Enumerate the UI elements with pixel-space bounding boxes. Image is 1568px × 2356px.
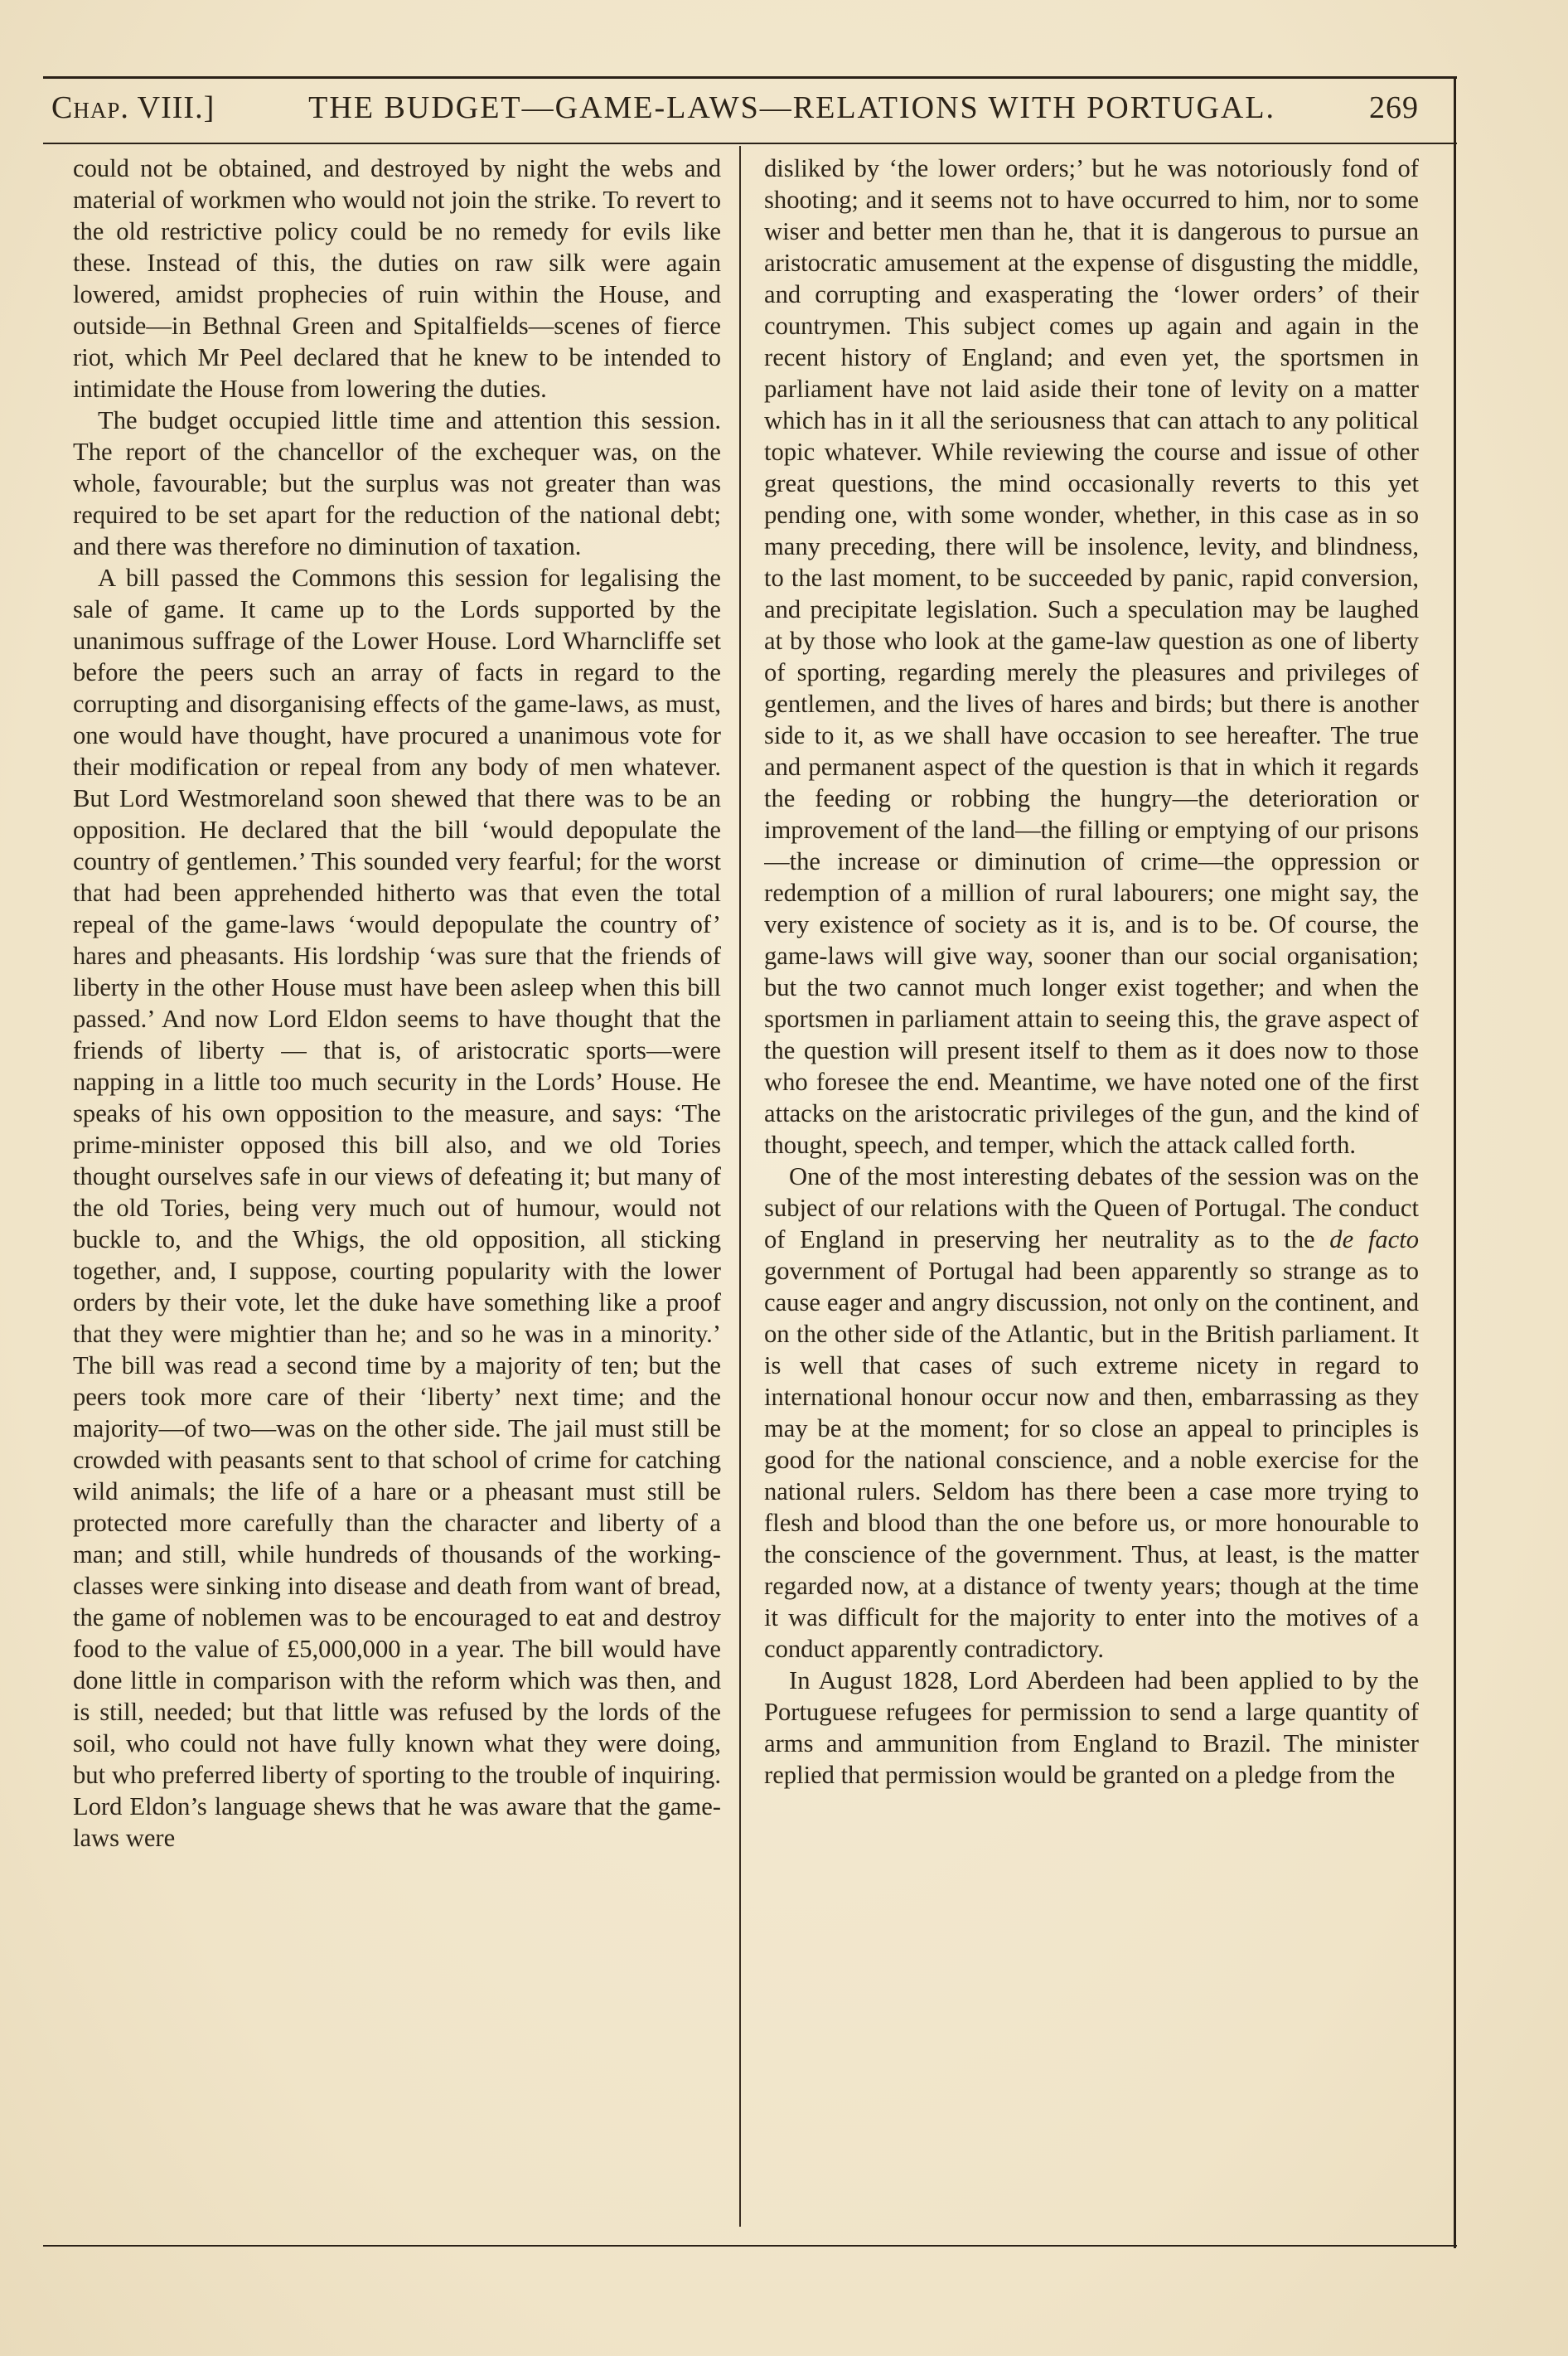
portugal-text-a: One of the most interesting debates of the session was on the subject of our relations with the Queen of Portugal. The conduct of England in preserving her neutrality as to the bbox=[764, 1162, 1419, 1253]
paragraph-aberdeen: In August 1828, Lord Aberdeen had been applied to by the Portuguese refugees for permission to send a large quantity of arms and ammunition from England to Brazil. The minister replied that permission would be granted on a pledge from the bbox=[764, 1666, 1419, 1789]
running-header bbox=[51, 90, 1419, 141]
header-rule bbox=[43, 143, 1457, 144]
paragraph-game-bill: A bill passed the Commons this session for legalising the sale of game. It came up to the Lords supported by the unanimous suffrage of the Lower House. Lord Wharncliffe set before the peers such an array of facts in regard to the corrupting and disorganising effects of the game-laws, as must, one would have thought, have procured a unanimous vote for their modification or repeal from any body of men whatever. But Lord Westmoreland soon shewed that there was to be an opposition. He declared that the bill ‘would depopulate the country of gentlemen.’ This sounded very fearful; for the worst that had been apprehended hitherto was that even the total repeal of the game-laws ‘would depopulate the country of’ hares and pheasants. His lordship ‘was sure that the friends of liberty in the other House must have been asleep when this bill passed.’ And now Lord Eldon seems to have thought that the friends of liberty — that is, of aristocratic sports—were napping in a little too much security in the Lords’ House. He speaks of his own opposition to the measure, and says: ‘The prime-minister opposed this bill also, and we old Tories thought ourselves safe in our views of defeating it; but many of the old Tories, being very much out of humour, would not buckle to, and the Whigs, the old opposition, all sticking together, and, I suppose, courting popularity with the lower orders by their vote, let the duke have something like a proof that they were mightier than he; and so he was in a minority.’ The bill was read a second time by a majority of ten; but the peers took more care of their ‘liberty’ next time; and the majority—of two—was on the other side. The jail must still be crowded with peasants sent to that school of crime for catching wild animals; the life of a hare or a pheasant must still be protected more carefully than the character and liberty of a man; and still, while hundreds of thousands of the working-classes were sinking into disease and death from want of bread, the game of noblemen was to be encouraged to eat and destroy food to the value of £5,000,000 in a year. The bill would have done little in comparison with the reform which was then, and is still, needed; but that little was refused by the lords of the soil, who could not have fully known what they were doing, but who preferred liberty of sporting to the trouble of inquiring. Lord Eldon’s language shews that he was aware that the game-laws were bbox=[73, 564, 721, 1852]
right-border-rule bbox=[1454, 76, 1456, 2248]
bottom-border-rule bbox=[43, 2245, 1457, 2247]
page-number: 269 bbox=[1369, 90, 1419, 125]
right-column bbox=[764, 153, 1419, 2225]
portugal-text-b: government of Portugal had been apparently so strange as to cause eager and angry discussion, not only on the continent, and on the other side of the Atlantic, but in the British parliament. It is well that cases of such extreme nicety in regard to international honour occur now and then, embarrassing as they may be at the moment; for so close an appeal to principles is good for the national conscience, and a noble exercise for the national rulers. Seldom has there been a case more trying to flesh and blood than the one before us, or more honourable to the conscience of the government. Thus, at least, is the matter regarded now, at a distance of twenty years; though at the time it was difficult for the majority to enter into the motives of a conduct apparently contradictory. bbox=[764, 1257, 1419, 1663]
paragraph-portugal-relations bbox=[764, 1161, 1419, 1665]
running-title: THE BUDGET—GAME-LAWS—RELATIONS WITH PORTUGAL. bbox=[308, 90, 1276, 125]
left-column bbox=[73, 153, 721, 2225]
de-facto-italic: de facto bbox=[1329, 1225, 1419, 1253]
paragraph-game-laws-continued: disliked by ‘the lower orders;’ but he was notoriously fond of shooting; and it seems not to have occurred to him, nor to some wiser and better men than he, that it is dangerous to pursue an aristocratic amusement at the expense of disgusting the middle, and corrupting and exasperating the ‘lower orders’ of their countrymen. This subject comes up again and again in the recent history of England; and even yet, the sportsmen in parliament have not laid aside their tone of levity on a matter which has in it all the seriousness that can attach to any political topic whatever. While reviewing the course and issue of other great questions, the mind occasionally reverts to this yet pending one, with some wonder, whether, in this case as in so many preceding, there will be insolence, levity, and blindness, to the last moment, to be succeeded by panic, rapid conversion, and precipitate legislation. Such a speculation may be laughed at by those who look at the game-law question as one of liberty of sporting, regarding merely the pleasures and privileges of gentlemen, and the lives of hares and birds; but there is another side to it, as we shall have occasion to see hereafter. The true and permanent aspect of the question is that in which it regards the feeding or robbing the hungry—the deterioration or improvement of the land—the filling or emptying of our prisons—the increase or diminution of crime—the oppression or redemption of a million of rural labourers; one might say, the very existence of society as it is, and is to be. Of course, the game-laws will give way, sooner than our social organisation; but the two cannot much longer exist together; and when the sportsmen in parliament attain to seeing this, the grave aspect of the question will present itself to them as it does now to those who foresee the end. Meantime, we have noted one of the first attacks on the aristocratic privileges of the gun, and the kind of thought, speech, and temper, which the attack called forth. bbox=[764, 154, 1419, 1159]
paragraph-budget: The budget occupied little time and attention this session. The report of the chancellor of the exchequer was, on the whole, favourable; but the surplus was not greater than was required to be set apart for the reduction of the national debt; and there was therefore no diminution of taxation. bbox=[73, 406, 721, 560]
paragraph-silk-duties: could not be obtained, and destroyed by night the webs and material of workmen who would not join the strike. To revert to the old restrictive policy could be no remedy for evils like these. Instead of this, the duties on raw silk were again lowered, amidst prophecies of ruin within the House, and outside—in Bethnal Green and Spitalfields—scenes of fierce riot, which Mr Peel declared that he knew to be intended to intimidate the House from lowering the duties. bbox=[73, 154, 721, 403]
column-divider bbox=[739, 146, 741, 2227]
top-border-rule bbox=[43, 76, 1457, 79]
chapter-label: Chap. VIII.] bbox=[51, 90, 215, 125]
